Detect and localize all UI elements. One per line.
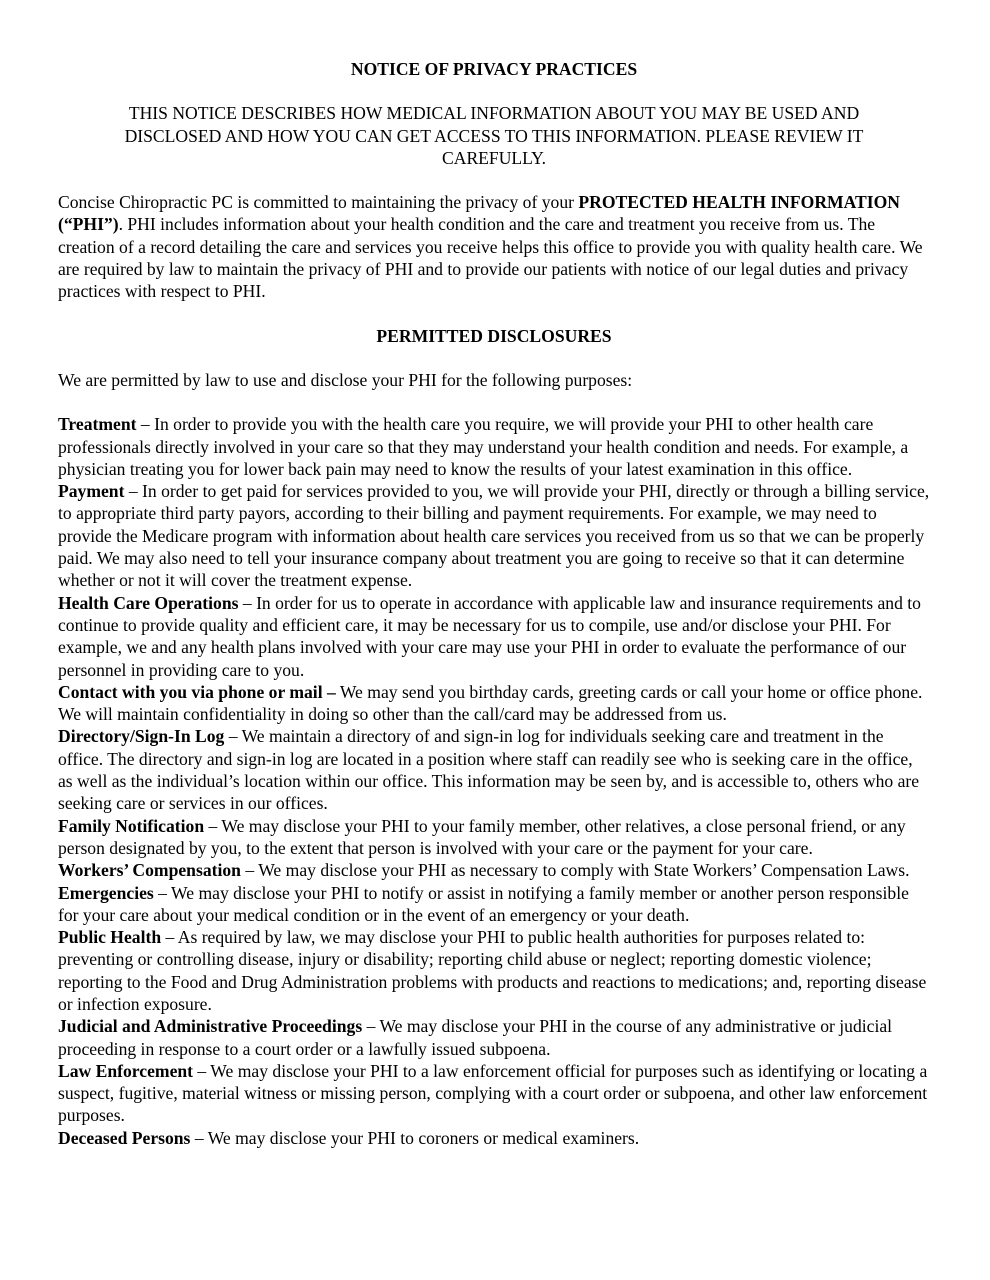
disclosure-text: – We maintain a directory of and sign-in log for individuals seeking care and treatment in the office. The directory and sign-in log are located in a position where staff can readily see who is seeking care in the office, as well as the individual’s location within our office. This information may be seen by, and is accessible to, others who are seeking care or services in our offices. [58,726,920,814]
disclosure-text: – As required by law, we may disclose your PHI to public health authorities for purposes related to: preventing or controlling disease, injury or disability; reporting child abuse or neglect; reporting domestic violence; reporting to the Food and Drug Administration problems with products and reactions to medications; and, reporting disease or infection exposure. [58,927,927,1014]
disclosure-term: Family Notification [58,815,205,836]
disclosure-term: Treatment [58,414,137,435]
disclosure-item [58,681,930,726]
disclosure-text: – We may disclose your PHI to your family member, other relatives, a close personal friend, or any person designated by you, to the extent that person is involved with your care or the payment for your care. [58,815,906,858]
disclosure-text: – We may disclose your PHI as necessary to comply with State Workers’ Compensation Laws. [240,860,910,881]
disclosure-text: – We may disclose your PHI to notify or assist in notifying a family member or another person responsible for your care about your medical condition or in the event of an emergency or your death. [58,882,909,925]
disclosure-list [58,413,930,1149]
intro-text-before: Concise Chiropractic PC is committed to maintaining the privacy of your [58,192,579,213]
disclosure-term: Judicial and Administrative Proceedings [58,1016,363,1037]
intro-text-after: . PHI includes information about your health condition and the care and treatment you receive from us. The creation of a record detailing the care and services you receive helps this office to provide you with quality health care. We are required by law to maintain the privacy of PHI and to provide our patients with notice of our legal duties and privacy practices with respect to PHI. [58,214,923,302]
disclosure-item [58,725,930,814]
disclosure-text: – In order to provide you with the health care you require, we will provide your PHI to other health care professionals directly involved in your care so that they may understand your health condition and needs. For example, a physician treating you for lower back pain may need to know the results of your latest examination in this office. [58,414,909,479]
disclosure-term: Deceased Persons [58,1127,191,1148]
intro-text-bold: PROTECTED HEALTH INFORMATION (“PHI”) [58,192,901,235]
disclosure-text: We may send you birthday cards, greeting cards or call your home or office phone. We will maintain confidentiality in doing so other than the call/card may be addressed from us. [58,681,923,725]
disclosure-item [58,413,930,480]
document-page [58,58,930,1149]
lead-paragraph: We are permitted by law to use and disclose your PHI for the following purposes: [58,369,633,390]
disclosure-text: – We may disclose your PHI to coroners or medical examiners. [190,1127,640,1148]
document-title: NOTICE OF PRIVACY PRACTICES [350,59,638,79]
disclosure-term: Emergencies [58,882,154,903]
disclosure-term: Contact with you via phone or mail – [58,681,336,702]
disclosure-item [58,480,930,591]
disclosure-text: – In order for us to operate in accordance with applicable law and insurance requirements and to continue to provide quality and efficient care, it may be necessary for us to compile, use and/or disclose your PHI. For example, we and any health plans involved with your care may use your PHI in order to evaluate the performance of our personnel in providing care to you. [58,592,921,680]
disclosure-item [58,592,930,681]
disclosure-term: Public Health [58,927,162,948]
disclosure-term: Payment [58,481,125,502]
disclosure-text: – In order to get paid for services provided to you, we will provide your PHI, directly or through a billing service, to appropriate third party payors, according to their billing and payment requirements. For example, we may need to provide the Medicare program with information about health care services you received from us so that we can be properly paid. We may also need to tell your insurance company about treatment you are going to receive so that it can determine whether or not it will cover the treatment expense. [58,481,930,591]
disclosure-item [58,815,930,860]
disclosure-text: – We may disclose your PHI in the course of any administrative or judicial proceeding in response to a court order or a lawfully issued subpoena. [58,1016,893,1059]
document-subtitle: THIS NOTICE DESCRIBES HOW MEDICAL INFORMATION ABOUT YOU MAY BE USED AND DISCLOSED AND HOW YOU CAN GET ACCESS TO THIS INFORMATION. PLEASE REVIEW IT CAREFULLY. [124,103,864,168]
disclosure-term: Law Enforcement [58,1060,194,1081]
disclosure-item [58,882,930,927]
disclosure-text: – We may disclose your PHI to a law enforcement official for purposes such as identifying or locating a suspect, fugitive, material witness or missing person, complying with a court order or subpoena, and other law enforcement purposes. [58,1060,928,1126]
section-heading: PERMITTED DISCLOSURES [376,325,612,346]
disclosure-term: Workers’ Compensation [58,860,241,881]
disclosure-item [58,1015,930,1060]
disclosure-term: Directory/Sign-In Log [58,726,225,747]
disclosure-item [58,859,930,881]
disclosure-item [58,926,930,1015]
disclosure-term: Health Care Operations [58,592,239,613]
disclosure-item [58,1060,930,1127]
intro-paragraph [58,191,930,302]
disclosure-item [58,1127,930,1149]
